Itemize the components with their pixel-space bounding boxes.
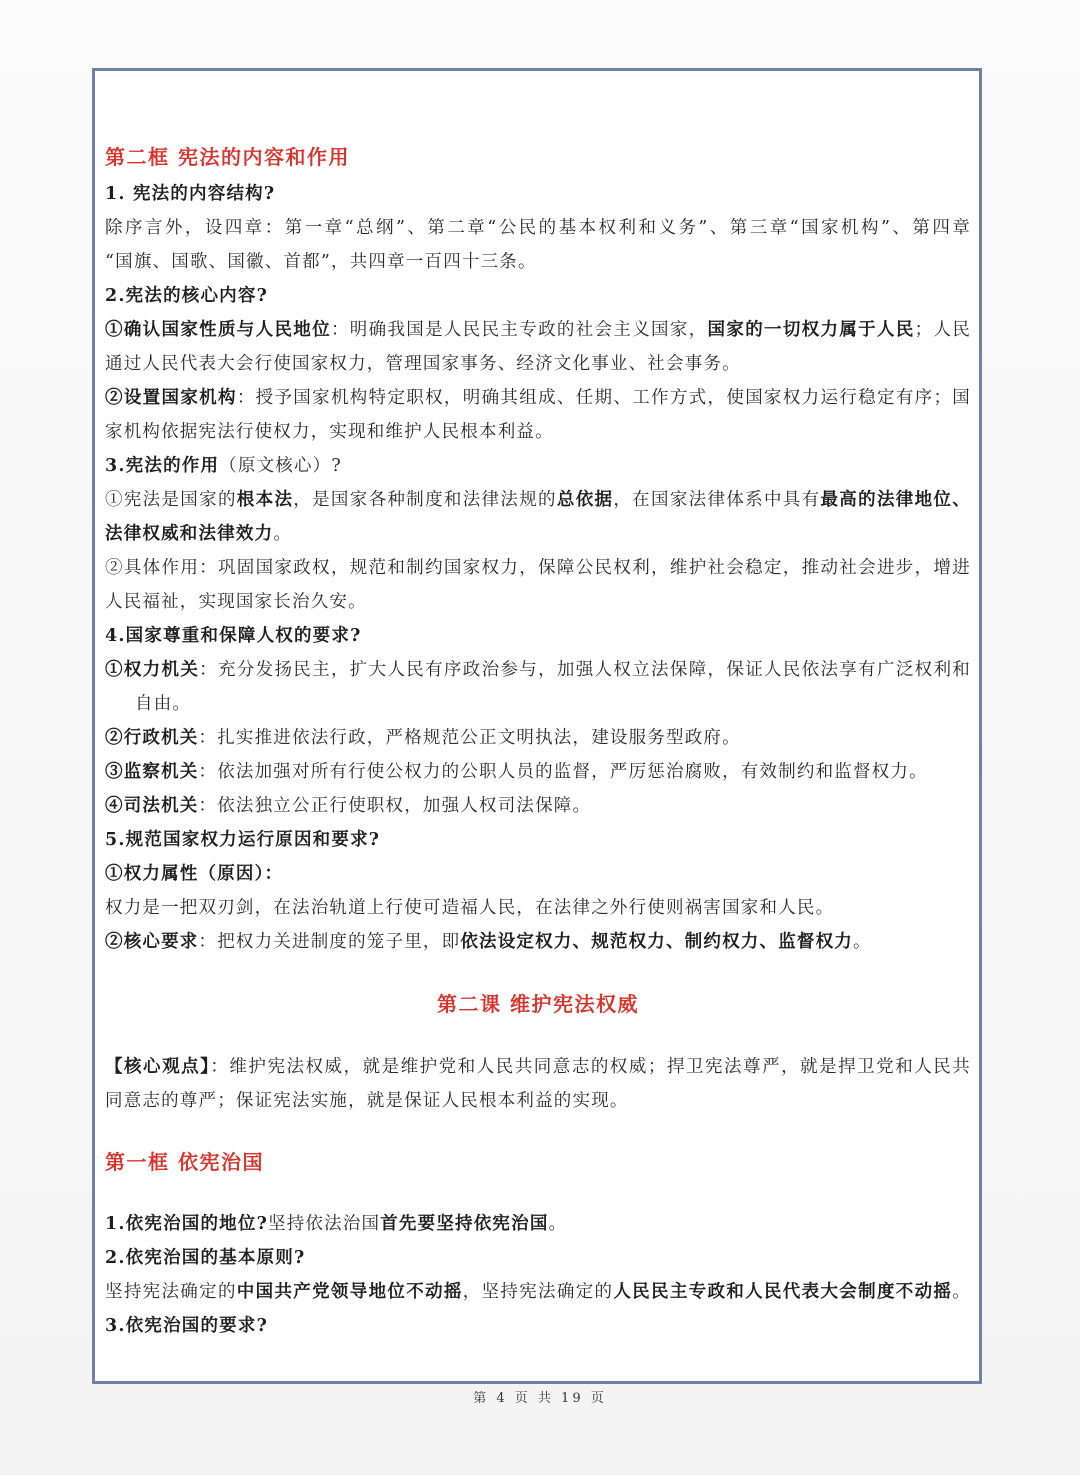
paragraph-line: 通过人民代表大会行使国家权力，管理国家事务、经济文化事业、社会事务。 (105, 354, 741, 374)
question-1 (105, 1211, 971, 1237)
paragraph-line: 同意志的尊严；保证宪法实施，就是保证人民根本利益的实现。 (105, 1091, 629, 1111)
text-run: ，坚持宪法确定的 (462, 1282, 614, 1302)
bold-term: 国家的一切权力属于人民 (707, 320, 915, 340)
text-run: 坚持宪法确定的 (105, 1282, 237, 1302)
paragraph-line: 权力是一把双刃剑，在法治轨道上行使可造福人民，在法律之外行使则祸害国家和人民。 (105, 898, 835, 918)
list-item (105, 725, 971, 751)
section-title: 第二框 宪法的内容和作用 (105, 145, 350, 169)
question-label: 3.宪法的作用 (105, 456, 220, 476)
list-item-continuation: 自由。 (135, 694, 192, 714)
text-run: ：充分发扬民主，扩大人民有序政治参与，加强人权立法保障，保证人民依法享有广泛权利和 (199, 660, 972, 680)
text-run: ：维护宪法权威，就是维护党和人民共同意志的权威；捍卫宪法尊严，就是捍卫党和人民共 (210, 1057, 971, 1077)
page-footer: 第 4 页 共 19 页 (473, 1391, 607, 1406)
bold-term: ②核心要求 (105, 932, 199, 952)
paragraph-line (105, 929, 971, 955)
paragraph-line: ②具体作用：巩固国家政权，规范和制约国家权力，保障公民权利，维护社会稳定，推动社会进步，增进 (105, 558, 971, 578)
question-4: 4.国家尊重和保障人权的要求? (105, 626, 362, 646)
bold-term: 人民民主专政和人民代表大会制度不动摇 (613, 1282, 953, 1302)
paragraph-line: 除序言外，设四章：第一章“总纲”、第二章“公民的基本权利和义务”、第三章“国家机构”、第四章 (105, 218, 971, 238)
question-1: 1. 宪法的内容结构? (105, 184, 276, 204)
bold-term: 中国共产党领导地位不动摇 (236, 1282, 463, 1302)
paragraph-line (105, 385, 971, 411)
bold-term: 根本法 (236, 490, 294, 510)
bold-term: 依法设定权力、规范权力、制约权力、监督权力 (460, 932, 854, 952)
section-title: 第一框 依宪治国 (105, 1150, 264, 1174)
text-run: ，是国家各种制度和法律法规的 (293, 490, 557, 510)
question-3: 3.依宪治国的要求? (105, 1316, 269, 1336)
paragraph-line (105, 317, 971, 343)
list-item (105, 793, 971, 819)
paragraph-line (105, 487, 971, 513)
text-run: 。 (548, 1214, 568, 1234)
list-item (105, 657, 971, 683)
bold-term: ③监察机关 (105, 762, 199, 782)
question-label: 1.依宪治国的地位? (105, 1214, 269, 1234)
bold-term: 首先要坚持依宪治国 (380, 1214, 549, 1234)
paragraph-line (105, 1279, 971, 1305)
text-run: ：扎实推进依法行政，严格规范公正文明执法，建设服务型政府。 (198, 728, 741, 748)
text-run: ：明确我国是人民民主专政的社会主义国家， (330, 320, 708, 340)
text-run: 坚持依法治国 (268, 1214, 381, 1234)
question-2: 2.宪法的核心内容? (105, 286, 269, 306)
text-run: ①宪法是国家的 (105, 490, 237, 510)
text-run: ：依法独立公正行使职权，加强人权司法保障。 (198, 796, 592, 816)
question-5: 5.规范国家权力运行原因和要求? (105, 830, 381, 850)
text-run: 。 (952, 1282, 971, 1302)
text-run: ：把权力关进制度的笼子里，即 (198, 932, 461, 952)
paragraph-line: 人民福祉，实现国家长治久安。 (105, 592, 367, 612)
text-run: 。 (853, 932, 872, 952)
content-frame (92, 68, 982, 1384)
bold-term: 最高的法律地位、 (820, 490, 971, 510)
bold-term: ①权力机关 (105, 660, 200, 680)
sub-heading: ①权力属性（原因）： (105, 864, 284, 884)
bold-term: ①确认国家性质与人民地位 (105, 320, 331, 340)
text-run: ：授予国家机构特定职权，明确其组成、任期、工作方式，使国家权力运行稳定有序；国 (236, 388, 972, 408)
bold-term: 【核心观点】 (105, 1057, 211, 1077)
question-note: （原文核心）? (219, 456, 342, 476)
paragraph-line: “国旗、国歌、国徽、首都”，共四章一百四十三条。 (105, 252, 537, 272)
text-run: 。 (273, 524, 293, 544)
paragraph-line (105, 521, 971, 547)
bold-term: ②设置国家机构 (105, 388, 237, 408)
bold-term: 法律权威和法律效力 (105, 524, 274, 544)
bold-term: ②行政机关 (105, 728, 199, 748)
text-run: ；人民 (914, 320, 972, 340)
paragraph-line: 家机构依据宪法行使权力，实现和维护人民根本利益。 (105, 422, 554, 442)
question-3 (105, 453, 971, 479)
text-run: ：依法加强对所有行使公权力的公职人员的监督，严厉惩治腐败，有效制约和监督权力。 (198, 762, 928, 782)
bold-term: ④司法机关 (105, 796, 199, 816)
list-item (105, 759, 971, 785)
text-run: ，在国家法律体系中具有 (613, 490, 821, 510)
lesson-title: 第二课 维护宪法权威 (437, 992, 639, 1016)
question-2: 2.依宪治国的基本原则? (105, 1248, 306, 1268)
bold-term: 总依据 (556, 490, 614, 510)
core-view (105, 1054, 971, 1080)
